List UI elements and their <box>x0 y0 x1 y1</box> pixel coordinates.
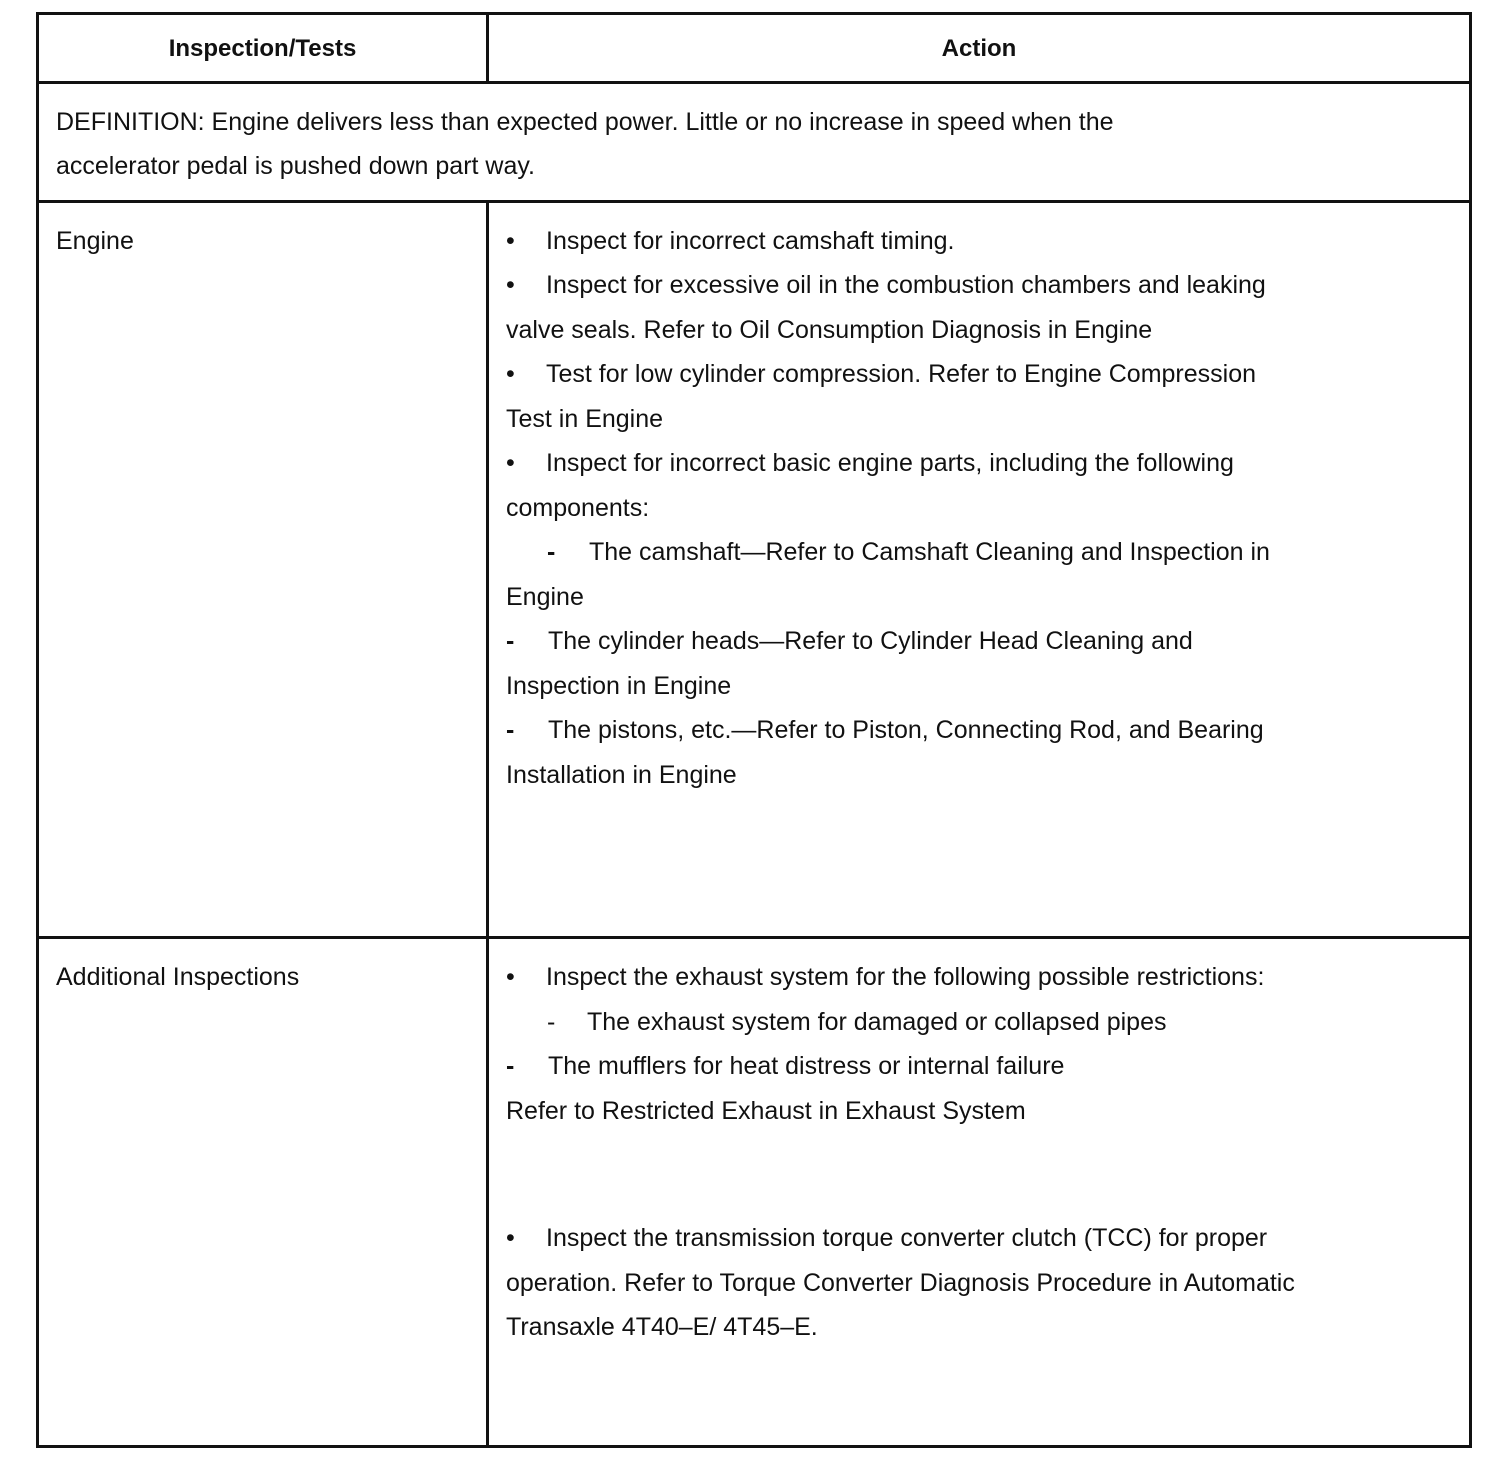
bullet-marker: • <box>506 271 515 299</box>
dash-marker: - <box>547 538 556 566</box>
action-text: Inspect for incorrect basic engine parts, including the following <box>546 449 1234 477</box>
action-text: The mufflers for heat distress or internal failure <box>548 1052 1065 1080</box>
action-text: The pistons, etc.—Refer to Piston, Connecting Rod, and Bearing <box>548 716 1264 744</box>
list-item-continuation: components: <box>506 494 650 522</box>
dash-marker: - <box>547 1008 556 1036</box>
list-item-continuation: Inspection in Engine <box>506 672 732 700</box>
column-divider-body <box>486 200 489 1445</box>
dash-marker: - <box>506 716 515 744</box>
definition-line-1: DEFINITION: Engine delivers less than expected power. Little or no increase in speed when the <box>56 108 1114 136</box>
sub-list-item <box>547 530 1270 575</box>
sub-list-item <box>547 1000 1166 1045</box>
list-item <box>506 219 954 264</box>
list-item-continuation: Transaxle 4T40–E/ 4T45–E. <box>506 1313 818 1341</box>
row-divider <box>39 936 1469 939</box>
list-item-continuation: Engine <box>506 583 584 611</box>
list-item <box>506 1216 1267 1261</box>
dash-marker: - <box>506 1052 515 1080</box>
bullet-marker: • <box>506 449 515 477</box>
action-text: Inspect for incorrect camshaft timing. <box>546 227 955 255</box>
list-item <box>506 955 1264 1000</box>
sub-list-item <box>506 619 1193 664</box>
row-label-additional-inspections: Additional Inspections <box>56 963 300 991</box>
row-label-engine: Engine <box>56 227 134 255</box>
bullet-marker: • <box>506 360 515 388</box>
sub-list-item <box>506 1044 1064 1089</box>
list-item-continuation: operation. Refer to Torque Converter Diagnosis Procedure in Automatic <box>506 1269 1295 1297</box>
list-item <box>506 352 1256 397</box>
header-inspection-tests: Inspection/Tests <box>168 35 357 62</box>
bullet-marker: • <box>506 963 515 991</box>
action-text: The cylinder heads—Refer to Cylinder Head Cleaning and <box>548 627 1193 655</box>
action-text: The camshaft—Refer to Camshaft Cleaning and Inspection in <box>589 538 1270 566</box>
list-item-continuation: Installation in Engine <box>506 761 737 789</box>
list-item <box>506 263 1266 308</box>
list-item-continuation: Refer to Restricted Exhaust in Exhaust System <box>506 1097 1026 1125</box>
dash-marker: - <box>506 627 515 655</box>
action-text: Test for low cylinder compression. Refer to Engine Compression <box>546 360 1257 388</box>
definition-line-2: accelerator pedal is pushed down part way. <box>56 152 535 180</box>
action-text: The exhaust system for damaged or collapsed pipes <box>587 1008 1167 1036</box>
header-action: Action <box>941 35 1017 62</box>
list-item-continuation: Test in Engine <box>506 405 664 433</box>
diagnostic-table <box>36 12 1472 1448</box>
definition-divider <box>39 200 1469 203</box>
bullet-marker: • <box>506 1224 515 1252</box>
list-item <box>506 441 1234 486</box>
bullet-marker: • <box>506 227 515 255</box>
action-text: Inspect the transmission torque converter clutch (TCC) for proper <box>546 1224 1268 1252</box>
list-item-continuation: valve seals. Refer to Oil Consumption Diagnosis in Engine <box>506 316 1153 344</box>
sub-list-item <box>506 708 1264 753</box>
action-text: Inspect for excessive oil in the combustion chambers and leaking <box>546 271 1266 299</box>
action-text: Inspect the exhaust system for the following possible restrictions: <box>546 963 1265 991</box>
